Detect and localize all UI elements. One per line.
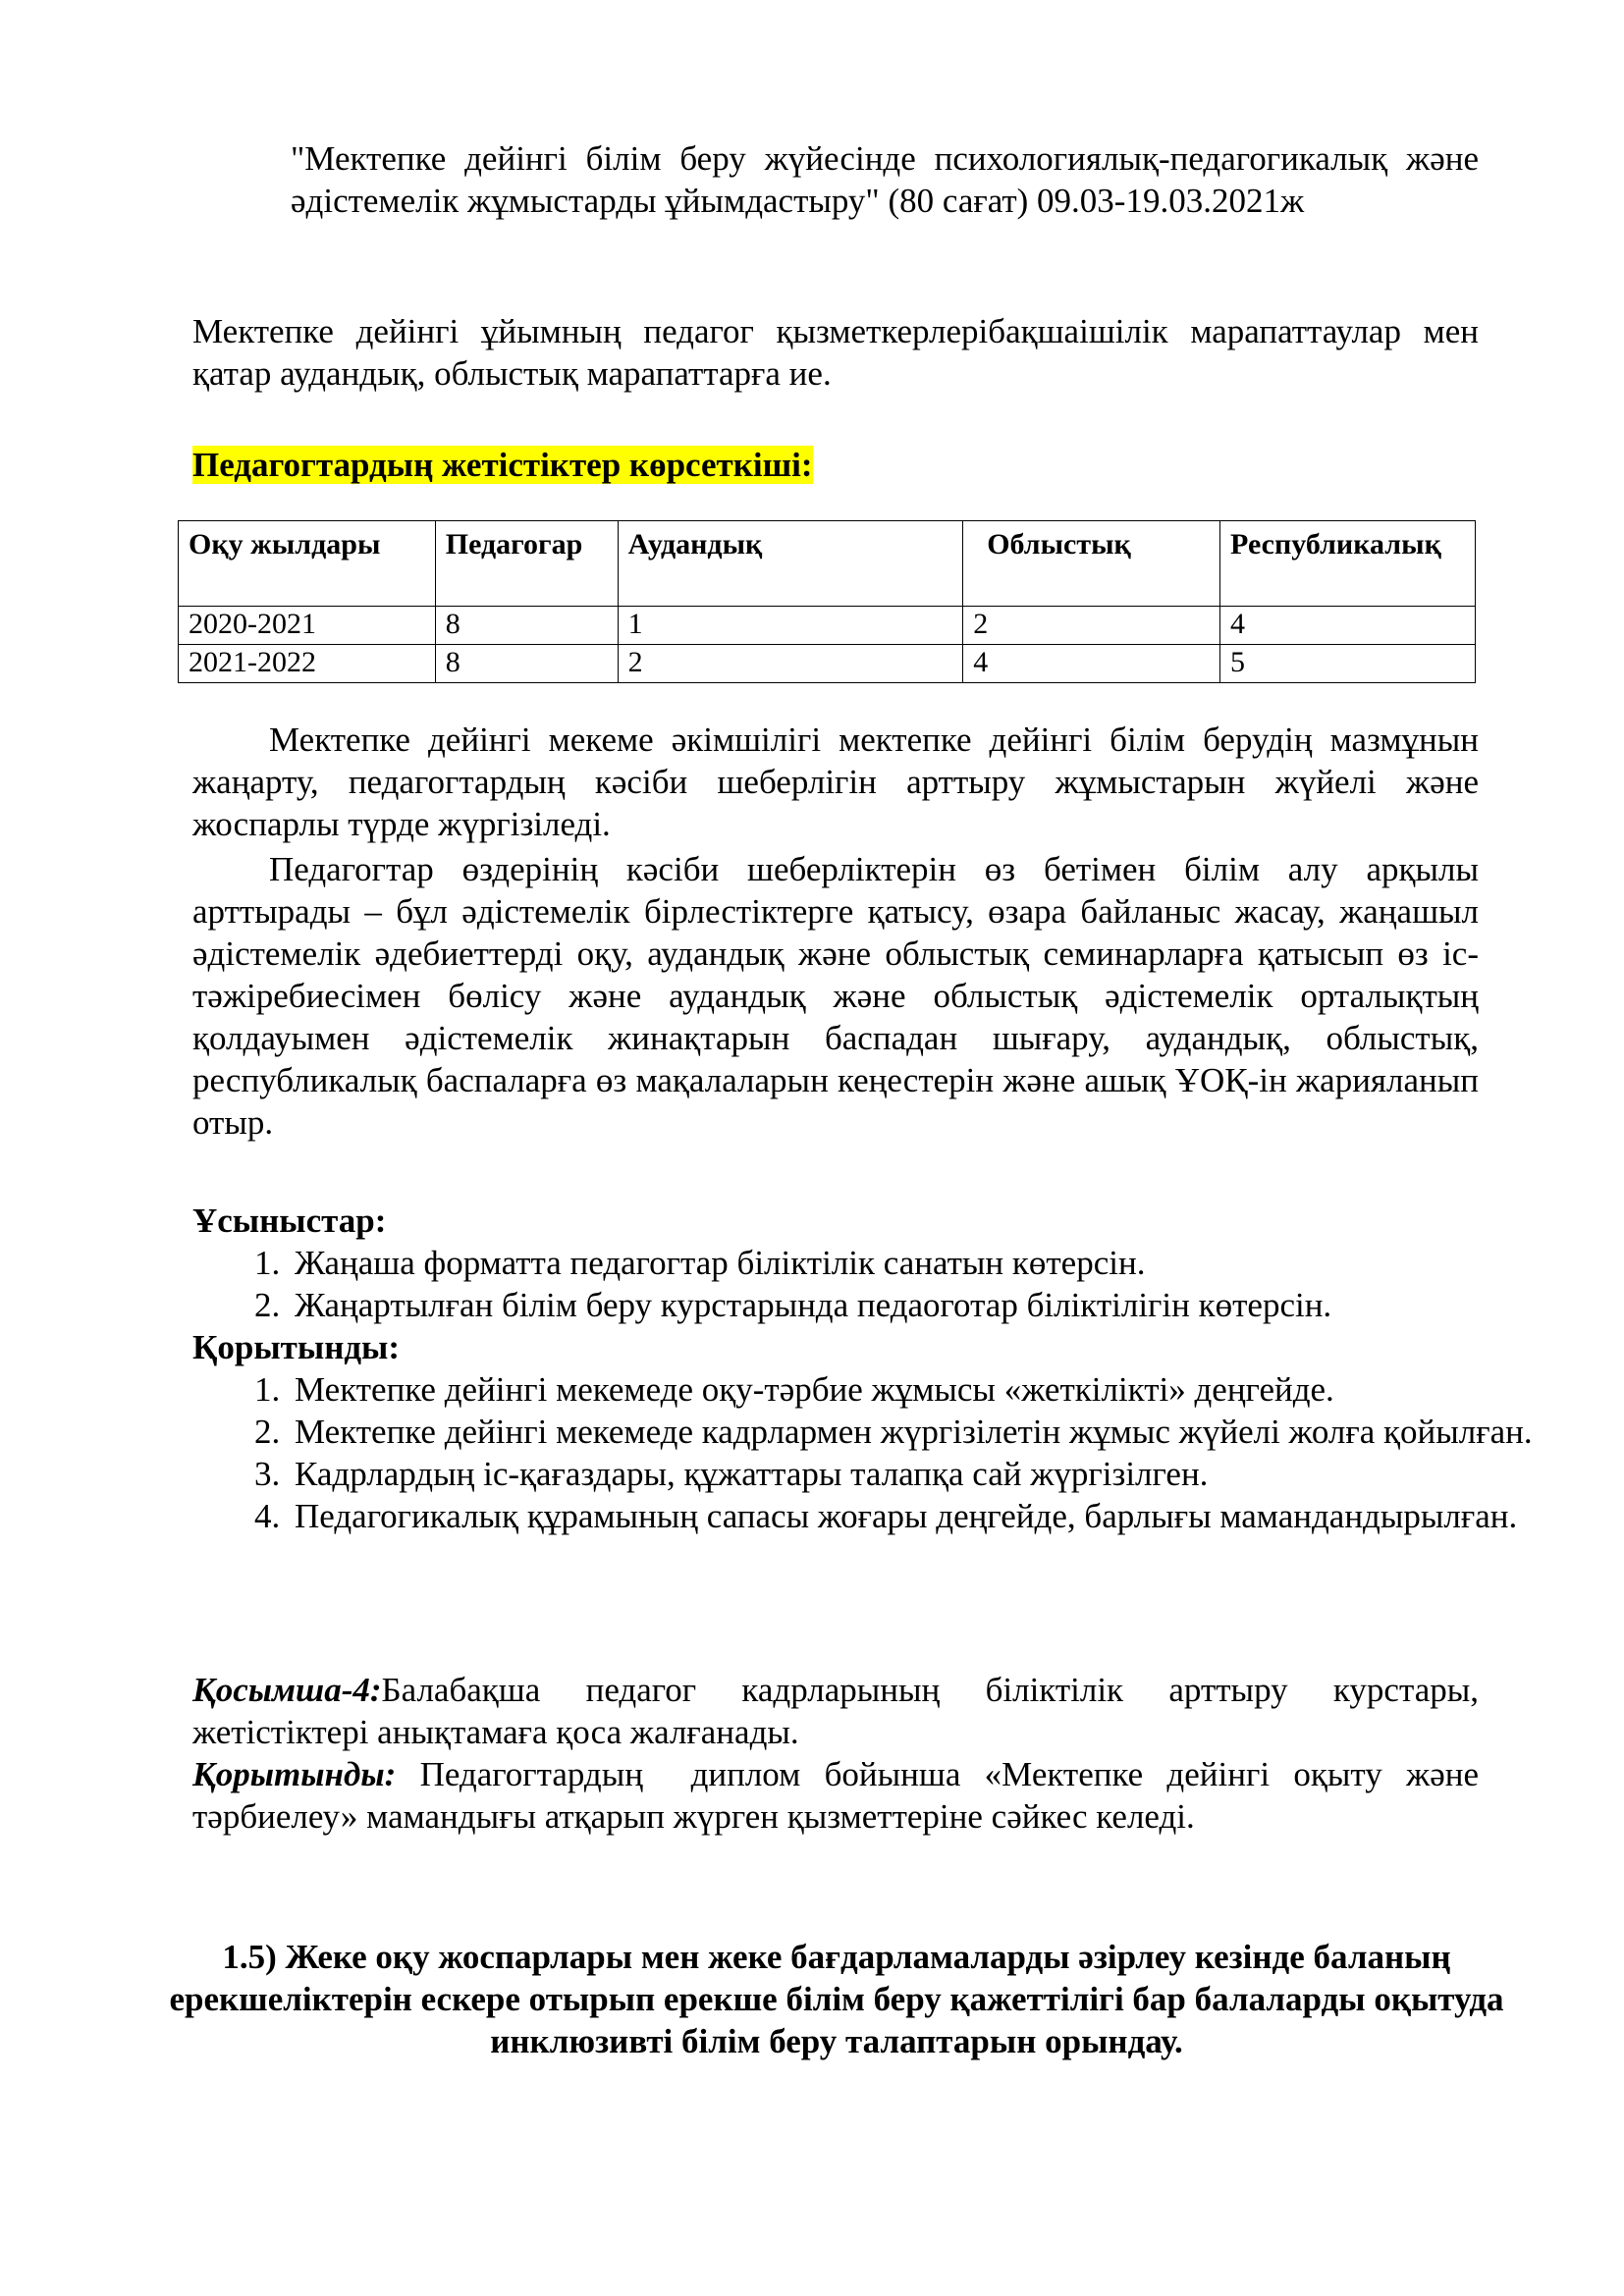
admin-paragraph: Мектепке дейінгі мекеме әкімшілігі мектепке дейінгі білім берудің мазмұнын жаңарту, педагогтардың кәсіби шеберлігін арттыру жұмыстарын жүйелі және жоспарлы түрде жүргізіледі. [192, 721, 1479, 843]
table-header-cell: Облыстық [963, 521, 1220, 607]
recommendations-title: Ұсыныстар: [192, 1201, 387, 1240]
appendix-text: Балабақша педагог кадрларының біліктілік арттыру курстары, жетістіктері анықтамаға қоса жалғанады. [192, 1671, 1479, 1751]
appendix-label: Қосымша-4: [192, 1671, 382, 1709]
final-conclusion-paragraph [192, 1753, 1488, 1838]
table-header-row [179, 521, 1476, 607]
table-cell: 1 [618, 607, 963, 645]
highlighted-heading-text: Педагогтардың жетістіктер көрсеткіші: [192, 446, 813, 484]
table-header-cell: Оқу жылдары [179, 521, 436, 607]
table-cell: 2021-2022 [179, 645, 436, 683]
list-item: 1. Жаңаша форматта педагогтар біліктілік санатын көтерсін. [289, 1242, 1575, 1284]
conclusion-title: Қорытынды: [192, 1328, 401, 1366]
achievements-heading [192, 444, 813, 486]
table-header-cell: Республикалық [1220, 521, 1476, 607]
conclusion-list [192, 1368, 1575, 1537]
appendix-paragraph [192, 1669, 1479, 1753]
list-item: 4. Педагогикалық құрамының сапасы жоғары деңгейде, барлығы мамандандырылған. [289, 1495, 1575, 1537]
section-heading: 1.5) Жеке оқу жоспарлары мен жеке бағдарламаларды әзірлеу кезінде баланың ерекшеліктерін ескере отырып ерекше білім беру қажеттілігі бар балаларды оқытуда инклюзивті білім беру талаптарын орындау. [169, 1938, 1504, 2060]
table-header-cell: Аудандық [618, 521, 963, 607]
table-cell: 4 [1220, 607, 1476, 645]
recommendations-list [192, 1242, 1575, 1326]
awards-paragraph: Мектепке дейінгі ұйымның педагог қызметкерлерібақшаішілік марапаттаулар мен қатар аудандық, облыстық марапаттарға ие. [192, 312, 1479, 393]
list-item: 2. Жаңартылған білім беру курстарында педаоготар біліктілігін көтерсін. [289, 1284, 1575, 1326]
course-intro-text: "Мектепке дейінгі білім беру жүйесінде психологиялық-педагогикалық және әдістемелік жұмыстарды ұйымдастыру" (80 сағат) 09.03-19.03.2021ж [291, 139, 1479, 220]
table-cell: 8 [435, 645, 618, 683]
table-header-cell: Педагогар [435, 521, 618, 607]
achievements-table [178, 520, 1476, 683]
table-cell: 2020-2021 [179, 607, 436, 645]
table-cell: 4 [963, 645, 1220, 683]
table-row [179, 607, 1476, 645]
table-cell: 5 [1220, 645, 1476, 683]
list-item: 1. Мектепке дейінгі мекемеде оқу-тәрбие жұмысы «жеткілікті» деңгейде. [289, 1368, 1575, 1411]
teachers-development-paragraph: Педагогтар өздерінің кәсіби шеберліктерін өз бетімен білім алу арқылы арттырады – бұл әдістемелік бірлестіктерге қатысу, өзара байланыс жасау, жаңашыл әдістемелік әдебиеттерді оқу, аудандық және облыстық семинарларға қатысып өз іс-тәжіребиесімен бөлісу және аудандық және облыстық әдістемелік орталықтың қолдауымен әдістемелік жинақтарын баспадан шығару, аудандық, облыстық, республикалық баспаларға өз мақалаларын кеңестерін және ашық ҰОҚ-ін жарияланып отыр. [192, 850, 1479, 1142]
table-cell: 2 [618, 645, 963, 683]
list-item: 3. Кадрлардың іс-қағаздары, құжаттары талапқа сай жүргізілген. [289, 1453, 1575, 1495]
final-conclusion-label: Қорытынды: [192, 1755, 397, 1793]
table-cell: 8 [435, 607, 618, 645]
final-conclusion-text: Педагогтардың диплом бойынша «Мектепке дейінгі оқыту және тәрбиелеу» мамандығы атқарып жүрген қызметтеріне сәйкес келеді. [192, 1755, 1488, 1836]
table-cell: 2 [963, 607, 1220, 645]
list-item: 2. Мектепке дейінгі мекемеде кадрлармен жүргізілетін жұмыс жүйелі жолға қойылған. [289, 1411, 1575, 1453]
table-row [179, 645, 1476, 683]
